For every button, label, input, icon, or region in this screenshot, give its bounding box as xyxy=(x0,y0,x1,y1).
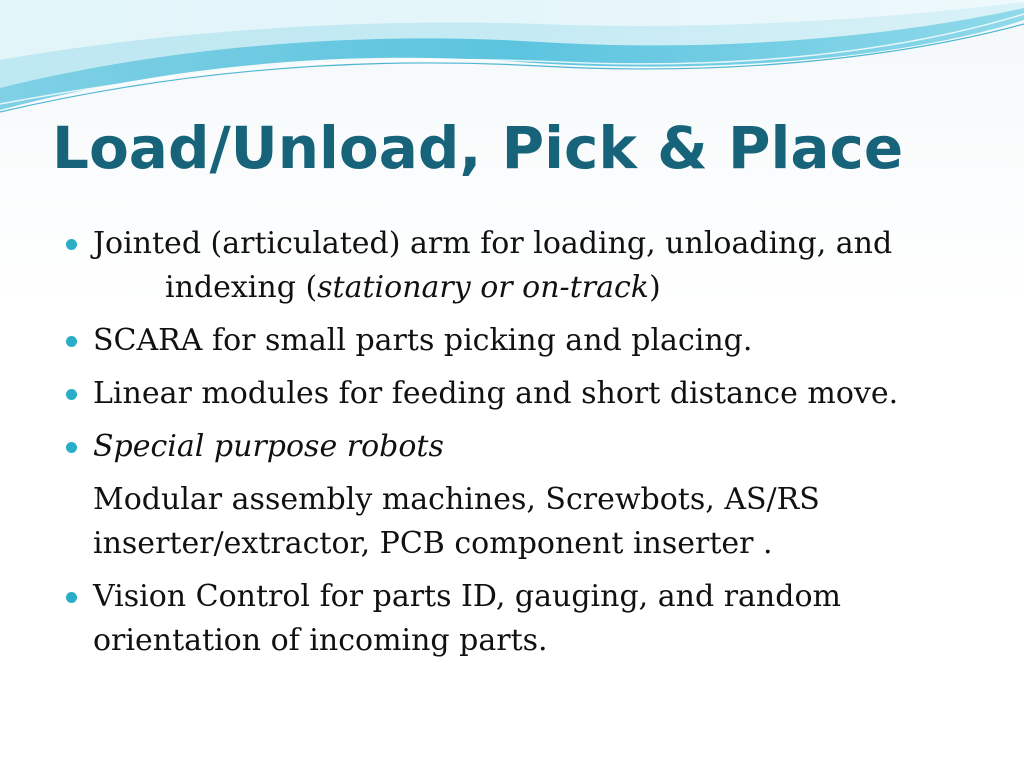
bullet-icon xyxy=(66,442,77,453)
item-text-line: inserter/extractor, PCB component inserter . xyxy=(93,526,773,561)
slide-title: Load/Unload, Pick & Place xyxy=(52,114,904,182)
item-text-line: SCARA for small parts picking and placing. xyxy=(93,323,753,358)
item-text: ) xyxy=(648,270,661,305)
list-item xyxy=(66,319,966,363)
item-italic-text: Special purpose robots xyxy=(93,429,444,464)
bullet-icon xyxy=(66,389,77,400)
bullet-icon xyxy=(66,592,77,603)
item-text-line: Linear modules for feeding and short distance move. xyxy=(93,376,899,411)
bullet-icon xyxy=(66,239,77,250)
bullet-list xyxy=(66,222,966,672)
list-item xyxy=(66,425,966,469)
header-wave-decoration xyxy=(0,0,1024,120)
item-text-line: Vision Control for parts ID, gauging, and random xyxy=(93,579,841,614)
bullet-icon xyxy=(66,336,77,347)
list-item xyxy=(66,575,966,663)
item-text-line: Jointed (articulated) arm for loading, unloading, and xyxy=(93,226,893,261)
list-item xyxy=(66,222,966,310)
item-text-line: Modular assembly machines, Screwbots, AS/RS xyxy=(93,482,820,517)
item-text-line xyxy=(93,266,966,310)
list-item xyxy=(66,372,966,416)
item-text: indexing ( xyxy=(165,270,318,305)
item-italic-text: stationary or on-track xyxy=(317,270,649,305)
item-text-line: orientation of incoming parts. xyxy=(93,623,548,658)
list-item-continuation xyxy=(66,478,966,566)
